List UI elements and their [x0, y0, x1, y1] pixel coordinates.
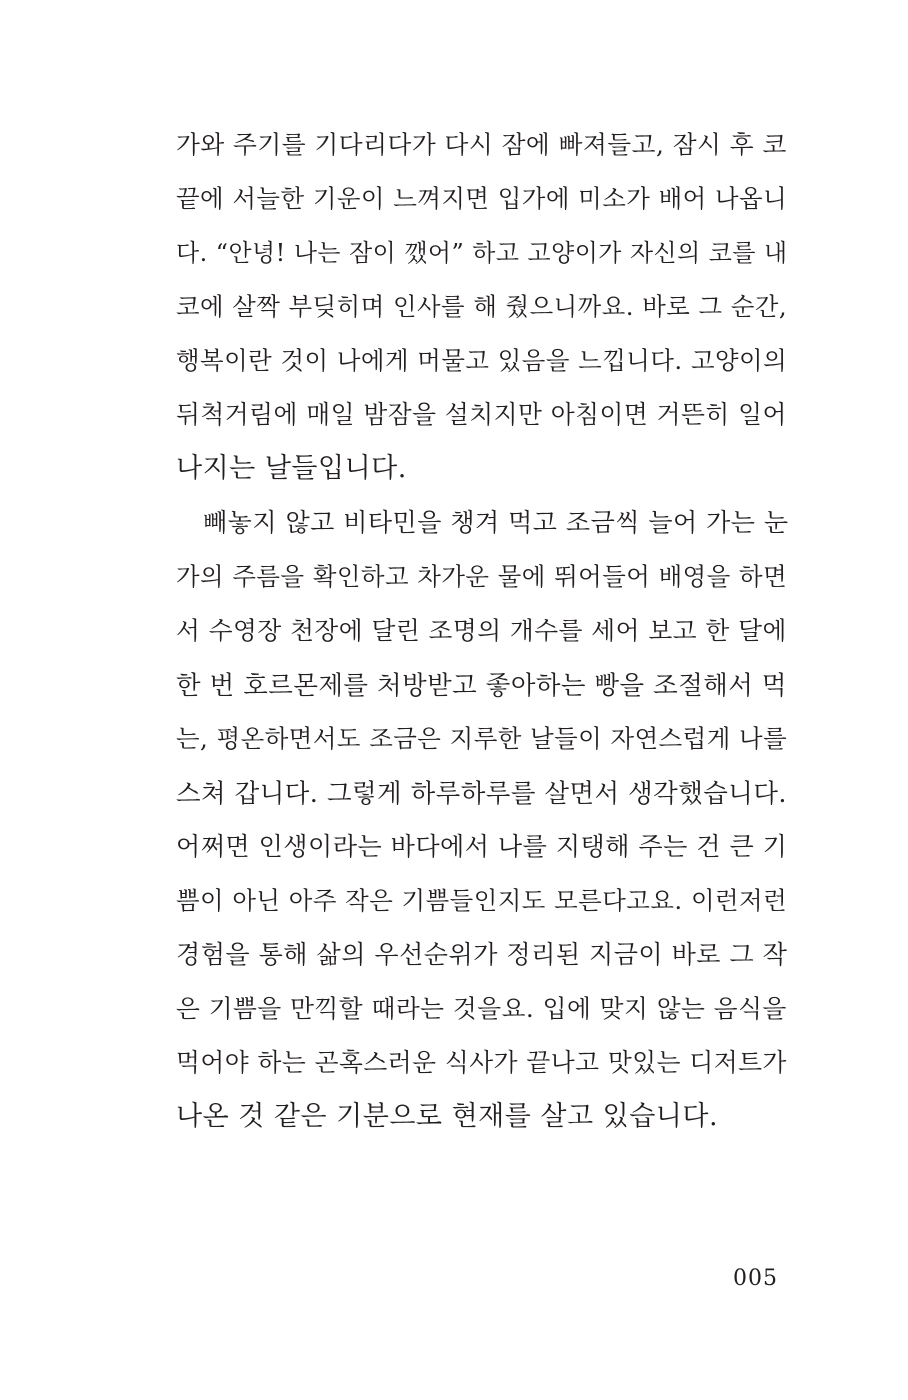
text-line: 쁨이 아닌 아주 작은 기쁨들인지도 모른다고요. 이런저런 — [176, 886, 788, 915]
text-line: 행복이란 것이 나에게 머물고 있음을 느낍니다. 고양이의 — [176, 346, 788, 375]
page-number: 005 — [733, 1266, 778, 1291]
text-line: 뒤척거림에 매일 밤잠을 설치지만 아침이면 거뜬히 일어 — [176, 400, 787, 429]
text-line: 한 번 호르몬제를 처방받고 좋아하는 빵을 조절해서 먹 — [176, 670, 787, 700]
text-line: 서 수영장 천장에 달린 조명의 개수를 세어 보고 한 달에 — [176, 616, 787, 645]
paragraph-1 — [176, 118, 786, 496]
text-line: 경험을 통해 삶의 우선순위가 정리된 지금이 바로 그 작 — [176, 940, 788, 969]
text-line: 는, 평온하면서도 조금은 지루한 날들이 자연스럽게 나를 — [176, 724, 788, 753]
text-line: 나온 것 같은 기분으로 현재를 살고 있습니다. — [176, 1101, 719, 1132]
text-line: 빼놓지 않고 비타민을 챙겨 먹고 조금씩 늘어 가는 눈 — [203, 508, 789, 537]
text-line: 가의 주름을 확인하고 차가운 물에 뛰어들어 배영을 하면 — [176, 562, 788, 591]
text-line: 스쳐 갑니다. 그렇게 하루하루를 살면서 생각했습니다. — [176, 778, 787, 808]
text-line: 은 기쁨을 만끽할 때라는 것을요. 입에 맞지 않는 음식을 — [176, 994, 787, 1023]
text-line: 다. “안녕! 나는 잠이 깼어” 하고 고양이가 자신의 코를 내 — [176, 239, 788, 267]
body-text — [176, 118, 789, 1144]
text-line: 가와 주기를 기다리다가 다시 잠에 빠져들고, 잠시 후 코 — [176, 130, 787, 159]
text-line: 먹어야 하는 곤혹스러운 식사가 끝나고 맛있는 디저트가 — [176, 1048, 787, 1077]
text-line: 나지는 날들입니다. — [176, 453, 407, 484]
text-line: 코에 살짝 부딪히며 인사를 해 줬으니까요. 바로 그 순간, — [176, 292, 788, 321]
text-line: 어쩌면 인생이라는 바다에서 나를 지탱해 주는 건 큰 기 — [176, 832, 788, 861]
paragraph-2 — [176, 496, 789, 1144]
text-line: 끝에 서늘한 기운이 느껴지면 입가에 미소가 배어 나옵니 — [176, 184, 788, 213]
